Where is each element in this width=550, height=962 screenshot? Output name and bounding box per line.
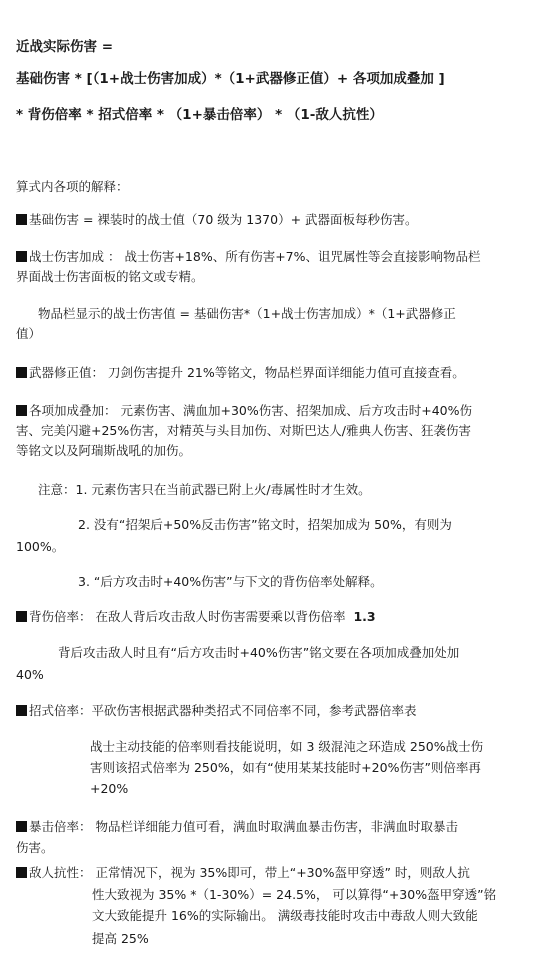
square-bullet-icon <box>16 705 27 716</box>
bonus-stack-text: 各项加成叠加： 元素伤害、满血加+30%伤害、招架加成、后方攻击时+40%伤 <box>29 403 472 418</box>
square-bullet-icon <box>16 821 27 832</box>
formula-line-2: 基础伤害 * [（1+战士伤害加成）*（1+武器修正值）+ 各项加成叠加 ] <box>16 71 445 87</box>
resist-text: 敌人抗性： 正常情况下，视为 35%即可，带上“+30%盔甲穿透” 时，则敌人抗 <box>29 865 470 880</box>
base-damage-item <box>16 211 418 229</box>
formula-line-3: * 背伤倍率 * 招式倍率 * （1+暴击倍率） * （1-敌人抗性） <box>16 107 383 123</box>
warrior-bonus-item <box>16 248 481 266</box>
square-bullet-icon <box>16 867 27 878</box>
note-3: 3. “后方攻击时+40%伤害”与下文的背伤倍率处解释。 <box>78 574 383 589</box>
resist-text-2: 性大致视为 35% *（1-30%）= 24.5%， 可以算得“+30%盔甲穿透”铭 <box>92 887 497 902</box>
crit-mult-text: 暴击倍率： 物品栏详细能力值可看，满血时取满血暴击伤害，非满血时取暴击 <box>29 819 458 834</box>
backstab-text: 背伤倍率： 在敌人背后攻击敌人时伤害需要乘以背伤倍率 <box>29 609 346 624</box>
square-bullet-icon <box>16 214 27 225</box>
skill-mult-text-4: +20% <box>90 781 129 796</box>
crit-mult-item <box>16 818 458 836</box>
bonus-stack-item <box>16 402 472 420</box>
explain-title: 算式内各项的解释： <box>16 179 129 194</box>
warrior-display-formula-2: 值） <box>16 326 42 341</box>
warrior-display-formula: 物品栏显示的战士伤害值 = 基础伤害*（1+战士伤害加成）*（1+武器修正 <box>38 306 456 321</box>
weapon-mod-item <box>16 364 465 382</box>
formula-line-1: 近战实际伤害 = <box>16 39 114 55</box>
square-bullet-icon <box>16 405 27 416</box>
skill-mult-text-3: 害则该招式倍率为 250%，如有“使用某某技能时+20%伤害”则倍率再 <box>90 760 481 775</box>
bonus-stack-text-2: 害、完美闪避+25%伤害，对精英与头目加伤、对斯巴达人/雅典人伤害、狂袭伤害 <box>16 423 471 438</box>
warrior-bonus-text: 战士伤害加成 ： 战士伤害+18%、所有伤害+7%、诅咒属性等会直接影响物品栏 <box>29 249 481 264</box>
bonus-stack-text-3: 等铭文以及阿瑞斯战吼的加伤。 <box>16 443 192 458</box>
skill-mult-item <box>16 702 417 720</box>
backstab-text-3: 40% <box>16 667 44 682</box>
note-2: 2. 没有“招架后+50%反击伤害”铭文时，招架加成为 50%，有则为 <box>78 517 452 532</box>
square-bullet-icon <box>16 611 27 622</box>
resist-text-4: 提高 25% <box>92 931 149 946</box>
resist-item <box>16 864 470 882</box>
note-1: 注意：1. 元素伤害只在当前武器已附上火/毒属性时才生效。 <box>38 482 371 497</box>
skill-mult-text-2: 战士主动技能的倍率则看技能说明，如 3 级混沌之环造成 250%战士伤 <box>90 739 484 754</box>
backstab-item <box>16 608 376 626</box>
warrior-bonus-text-2: 界面战士伤害面板的铭文或专精。 <box>16 269 204 284</box>
base-damage-text: 基础伤害 = 裸装时的战士值（70 级为 1370）+ 武器面板每秒伤害。 <box>29 212 418 227</box>
crit-mult-text-2: 伤害。 <box>16 840 54 855</box>
resist-text-3: 文大致能提升 16%的实际输出。 满级毒技能时攻击中毒敌人则大致能 <box>92 908 478 923</box>
backstab-text-2: 背后攻击敌人时且有“后方攻击时+40%伤害”铭文要在各项加成叠加处加 <box>58 645 460 660</box>
skill-mult-text: 招式倍率：平砍伤害根据武器种类招式不同倍率不同，参考武器倍率表 <box>29 703 417 718</box>
square-bullet-icon <box>16 251 27 262</box>
note-2-cont: 100%。 <box>16 539 65 554</box>
backstab-value: 1.3 <box>353 609 376 624</box>
square-bullet-icon <box>16 367 27 378</box>
weapon-mod-text: 武器修正值： 刀剑伤害提升 21%等铭文，物品栏界面详细能力值可直接查看。 <box>29 365 465 380</box>
